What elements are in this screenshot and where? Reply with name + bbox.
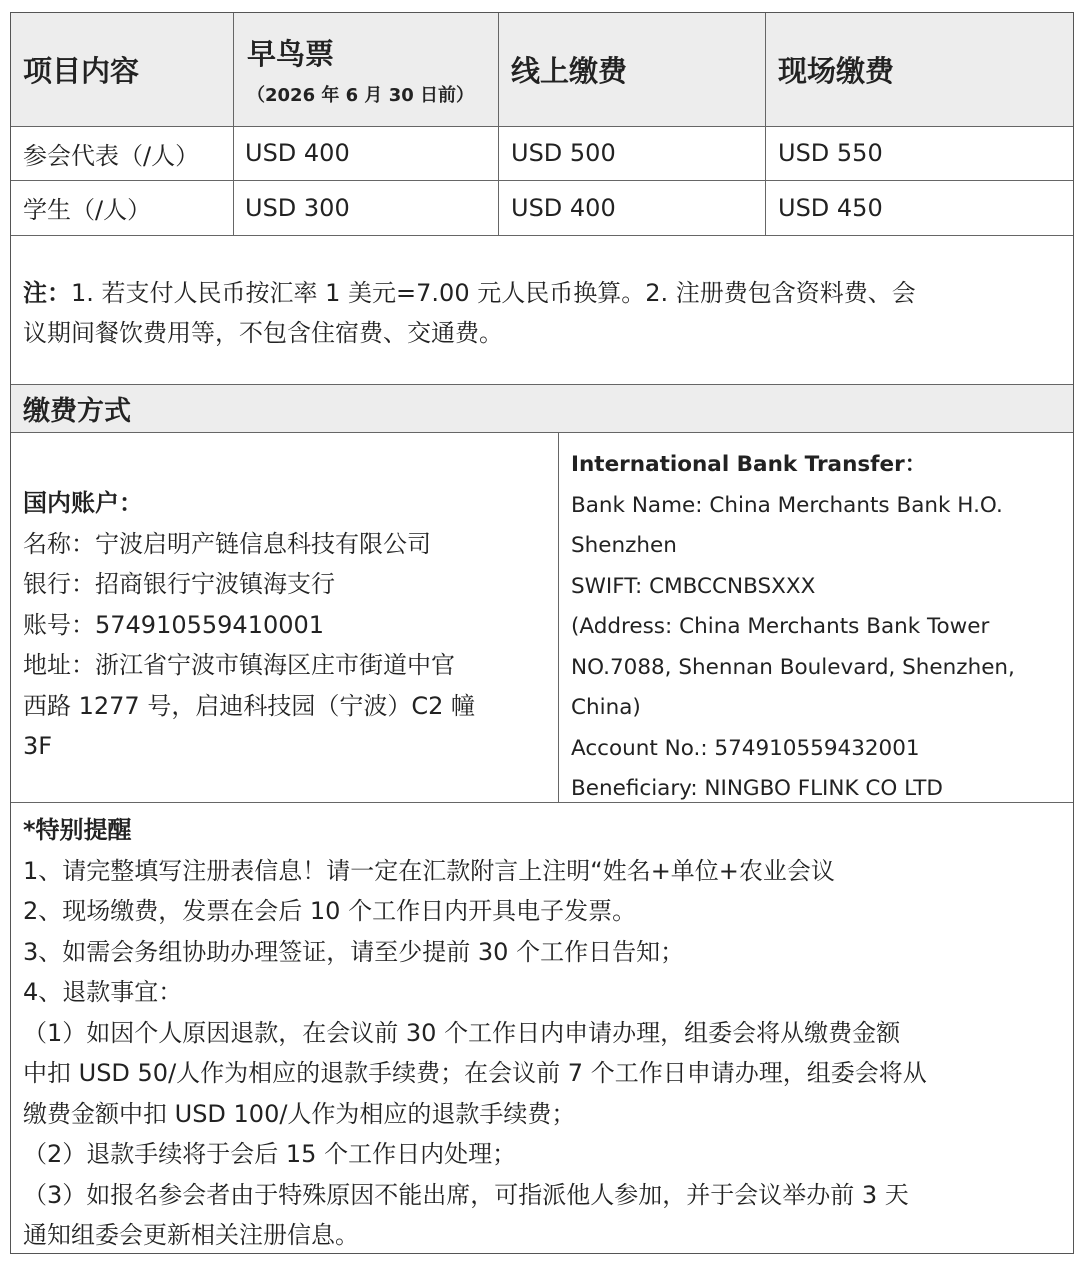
reminder-line: 2、现场缴费，发票在会后 10 个工作日内开具电子发票。 xyxy=(23,897,637,925)
row-delegate-label: 参会代表（/人） xyxy=(23,141,200,170)
reminder-line: （3）如报名参会者由于特殊原因不能出席，可指派他人参加，并于会议举办前 3 天 xyxy=(23,1180,909,1209)
reminder-line: 通知组委会更新相关注册信息。 xyxy=(23,1221,359,1249)
payment-method-title: 缴费方式 xyxy=(23,395,131,427)
header-onsite: 现场缴费 xyxy=(778,54,895,88)
reminder-line: 1、请完整填写注册表信息！请一定在汇款附言上注明“姓名+单位+农业会议 xyxy=(23,856,835,885)
international-transfer-line: SWIFT: CMBCCNBSXXX xyxy=(571,573,816,599)
row-delegate-onsite: USD 550 xyxy=(778,139,883,167)
international-transfer-line: NO.7088, Shennan Boulevard, Shenzhen, xyxy=(571,654,1015,680)
row-delegate-early: USD 400 xyxy=(245,139,350,167)
fee-note-prefix: 注： xyxy=(23,279,71,307)
international-transfer-line: Account No.: 574910559432001 xyxy=(571,735,920,761)
special-reminder-heading: *特别提醒 xyxy=(23,816,132,844)
domestic-account-line: 账号：574910559410001 xyxy=(23,610,325,639)
header-item: 项目内容 xyxy=(23,54,140,88)
row-student-early: USD 300 xyxy=(245,193,350,222)
domestic-account-line: 3F xyxy=(23,732,53,760)
domestic-account xyxy=(23,483,553,767)
international-transfer-heading: International Bank Transfer： xyxy=(571,452,927,477)
divider xyxy=(11,432,1073,433)
special-reminder xyxy=(23,810,1068,1256)
domestic-account-line: 西路 1277 号，启迪科技园（宁波）C2 幢 xyxy=(23,691,475,720)
header-online: 线上缴费 xyxy=(511,54,628,88)
reminder-line: 3、如需会务组协助办理签证，请至少提前 30 个工作日告知； xyxy=(23,937,685,966)
international-transfer-line: Shenzhen xyxy=(571,533,677,558)
international-transfer-line: Bank Name: China Merchants Bank H.O. xyxy=(571,492,1003,518)
reminder-line: 4、退款事宜： xyxy=(23,978,183,1006)
domestic-account-line: 地址：浙江省宁波市镇海区庄市街道中官 xyxy=(23,651,455,679)
divider xyxy=(765,13,766,235)
reminder-line: （2）退款手续将于会后 15 个工作日内处理； xyxy=(23,1140,517,1168)
fee-note-line-1: 注：1. 若支付人民币按汇率 1 美元=7.00 元人民币换算。2. 注册费包含资料费、会 xyxy=(23,279,916,307)
divider xyxy=(498,13,499,235)
international-transfer-line: China) xyxy=(571,695,641,720)
international-transfer-line: Beneficiary: NINGBO FLINK CO LTD xyxy=(571,776,943,801)
domestic-account-line: 银行：招商银行宁波镇海支行 xyxy=(23,570,335,598)
reminder-line: （1）如因个人原因退款，在会议前 30 个工作日内申请办理，组委会将从缴费金额 xyxy=(23,1018,901,1047)
row-student-online: USD 400 xyxy=(511,193,616,222)
fee-note xyxy=(23,273,1063,353)
fee-note-line-2: 议期间餐饮费用等，不包含住宿费、交通费。 xyxy=(23,319,503,347)
row-student-onsite: USD 450 xyxy=(778,193,883,222)
reminder-line: 缴费金额中扣 USD 100/人作为相应的退款手续费； xyxy=(23,1099,576,1128)
international-transfer-line: (Address: China Merchants Bank Tower xyxy=(571,614,990,639)
row-student-label: 学生（/人） xyxy=(23,196,152,224)
header-early-bird-deadline: （2026 年 6 月 30 日前） xyxy=(247,85,475,106)
divider xyxy=(11,235,1073,236)
header-early-bird xyxy=(233,13,498,126)
divider xyxy=(558,432,559,802)
row-delegate-online: USD 500 xyxy=(511,139,616,167)
registration-fee-table xyxy=(10,12,1074,1254)
reminder-line: 中扣 USD 50/人作为相应的退款手续费；在会议前 7 个工作日申请办理，组委会将从 xyxy=(23,1059,927,1087)
domestic-account-line: 名称：宁波启明产链信息科技有限公司 xyxy=(23,529,431,558)
domestic-account-heading: 国内账户： xyxy=(23,489,143,517)
international-transfer xyxy=(571,445,1061,810)
header-early-bird-label: 早鸟票 xyxy=(247,37,335,71)
